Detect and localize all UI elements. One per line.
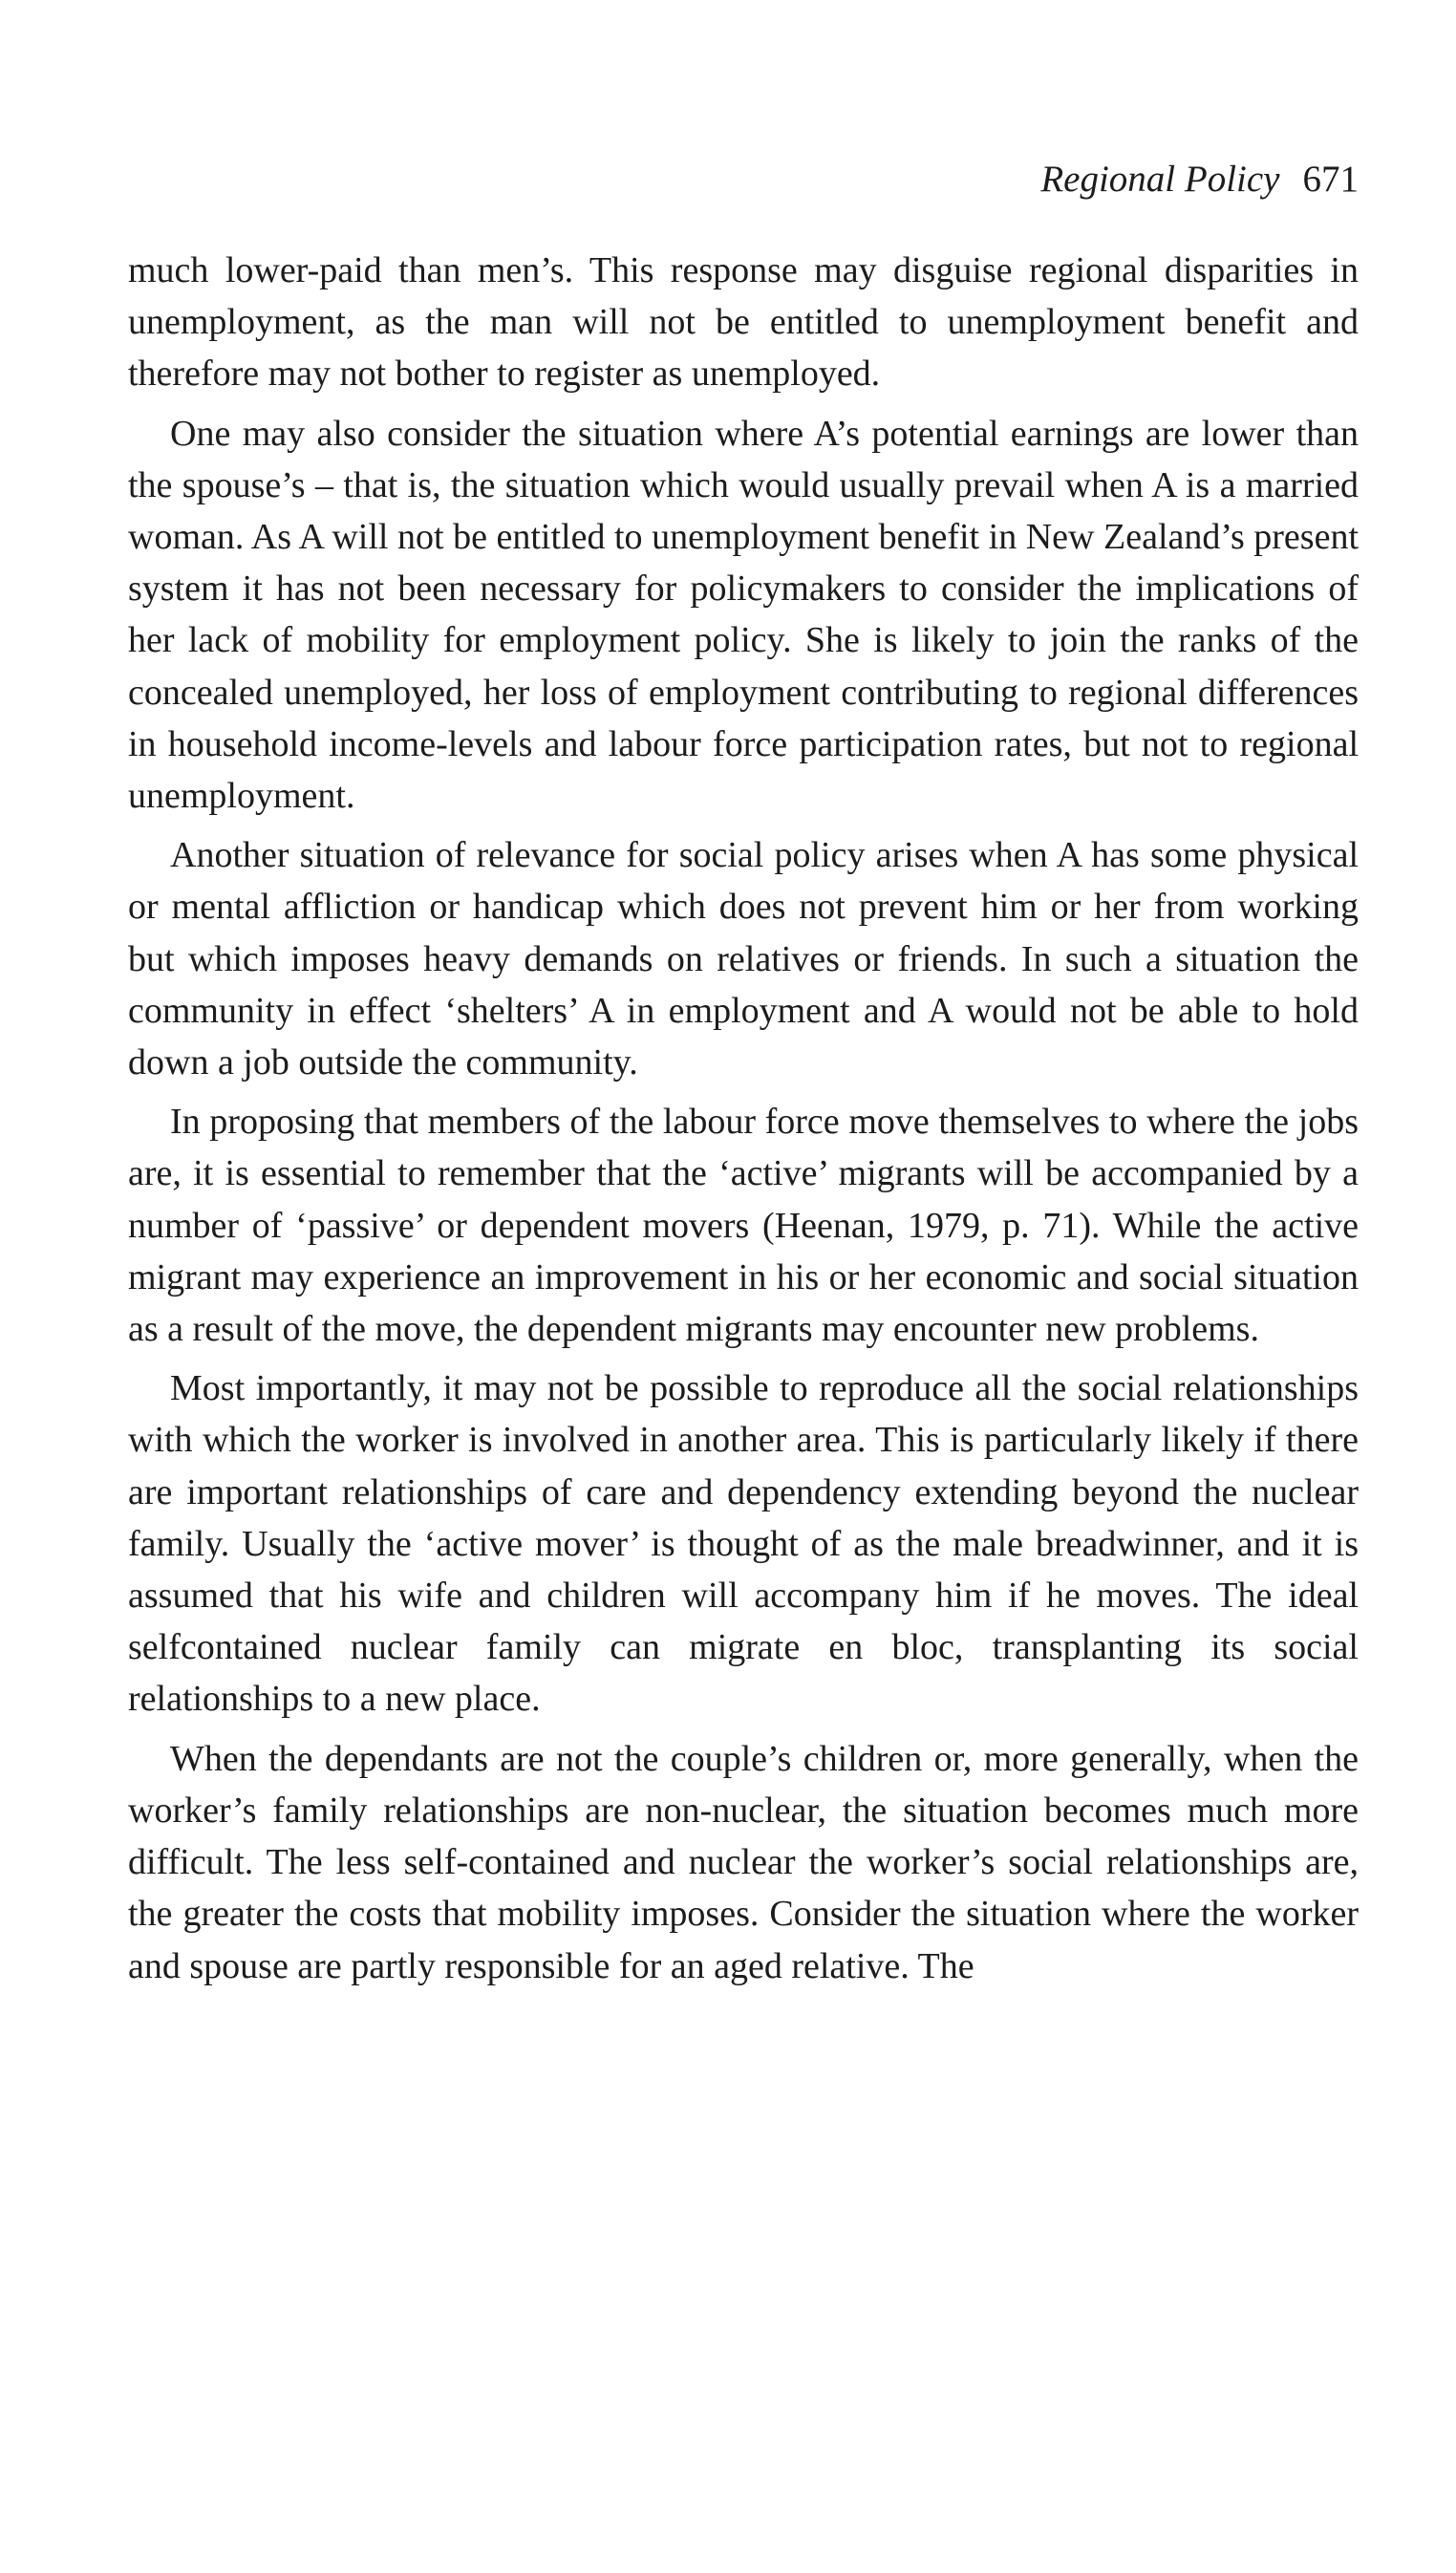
paragraph: One may also consider the situation where A’s potential earnings are lower than the spouse’s – that is, the situation which would usually prevail when A is a married woman. As A will not be entitled to unemployment benefit in New Zealand’s present system it has not been necessary for policymakers to consider the implications of her lack of mobility for employment policy. She is likely to join the ranks of the concealed unemployed, her loss of employment contributing to regional differences in household income-levels and labour force participation rates, but not to regional unemployment. xyxy=(128,413,1359,817)
paragraph: Another situation of relevance for social policy arises when A has some physical or mental affliction or handicap which does not prevent him or her from working but which imposes heavy demands on relatives or friends. In such a situation the community in effect ‘shelters’ A in employment and A would not be able to hold down a job outside the community. xyxy=(128,835,1359,1083)
page-number: 671 xyxy=(1302,159,1359,200)
paragraph-continuation: much lower-paid than men’s. This response may disguise regional disparities in unemployment, as the man will not be entitled to unemployment benefit and therefore may not bother to register as unemployed. xyxy=(128,250,1359,395)
running-head xyxy=(128,153,1359,206)
paragraph: When the dependants are not the couple’s children or, more generally, when the worker’s family relationships are non-nuclear, the situation becomes much more difficult. The less self-contained and nuclear the worker’s social relationships are, the greater the costs that mobility imposes. Consider the situation where the worker and spouse are partly responsible for an aged relative. The xyxy=(128,1738,1359,1986)
paragraph: In proposing that members of the labour force move themselves to where the jobs are, it is essential to remember that the ‘active’ migrants will be accompanied by a number of ‘passive’ or dependent movers (Heenan, 1979, p. 71). While the active migrant may experience an improvement in his or her economic and social situation as a result of the move, the dependent migrants may encounter new problems. xyxy=(128,1102,1359,1350)
running-head-title: Regional Policy xyxy=(1040,159,1280,200)
paragraph: Most importantly, it may not be possible to reproduce all the social relationships with which the worker is involved in another area. This is particularly likely if there are important relationships of care and dependency extending beyond the nuclear family. Usually the ‘active mover’ is thought of as the male breadwinner, and it is assumed that his wife and children will accompany him if he moves. The ideal selfcontained nuclear family can migrate en bloc, transplanting its social relationships to a new place. xyxy=(128,1368,1359,1720)
body-text xyxy=(128,245,1359,2000)
